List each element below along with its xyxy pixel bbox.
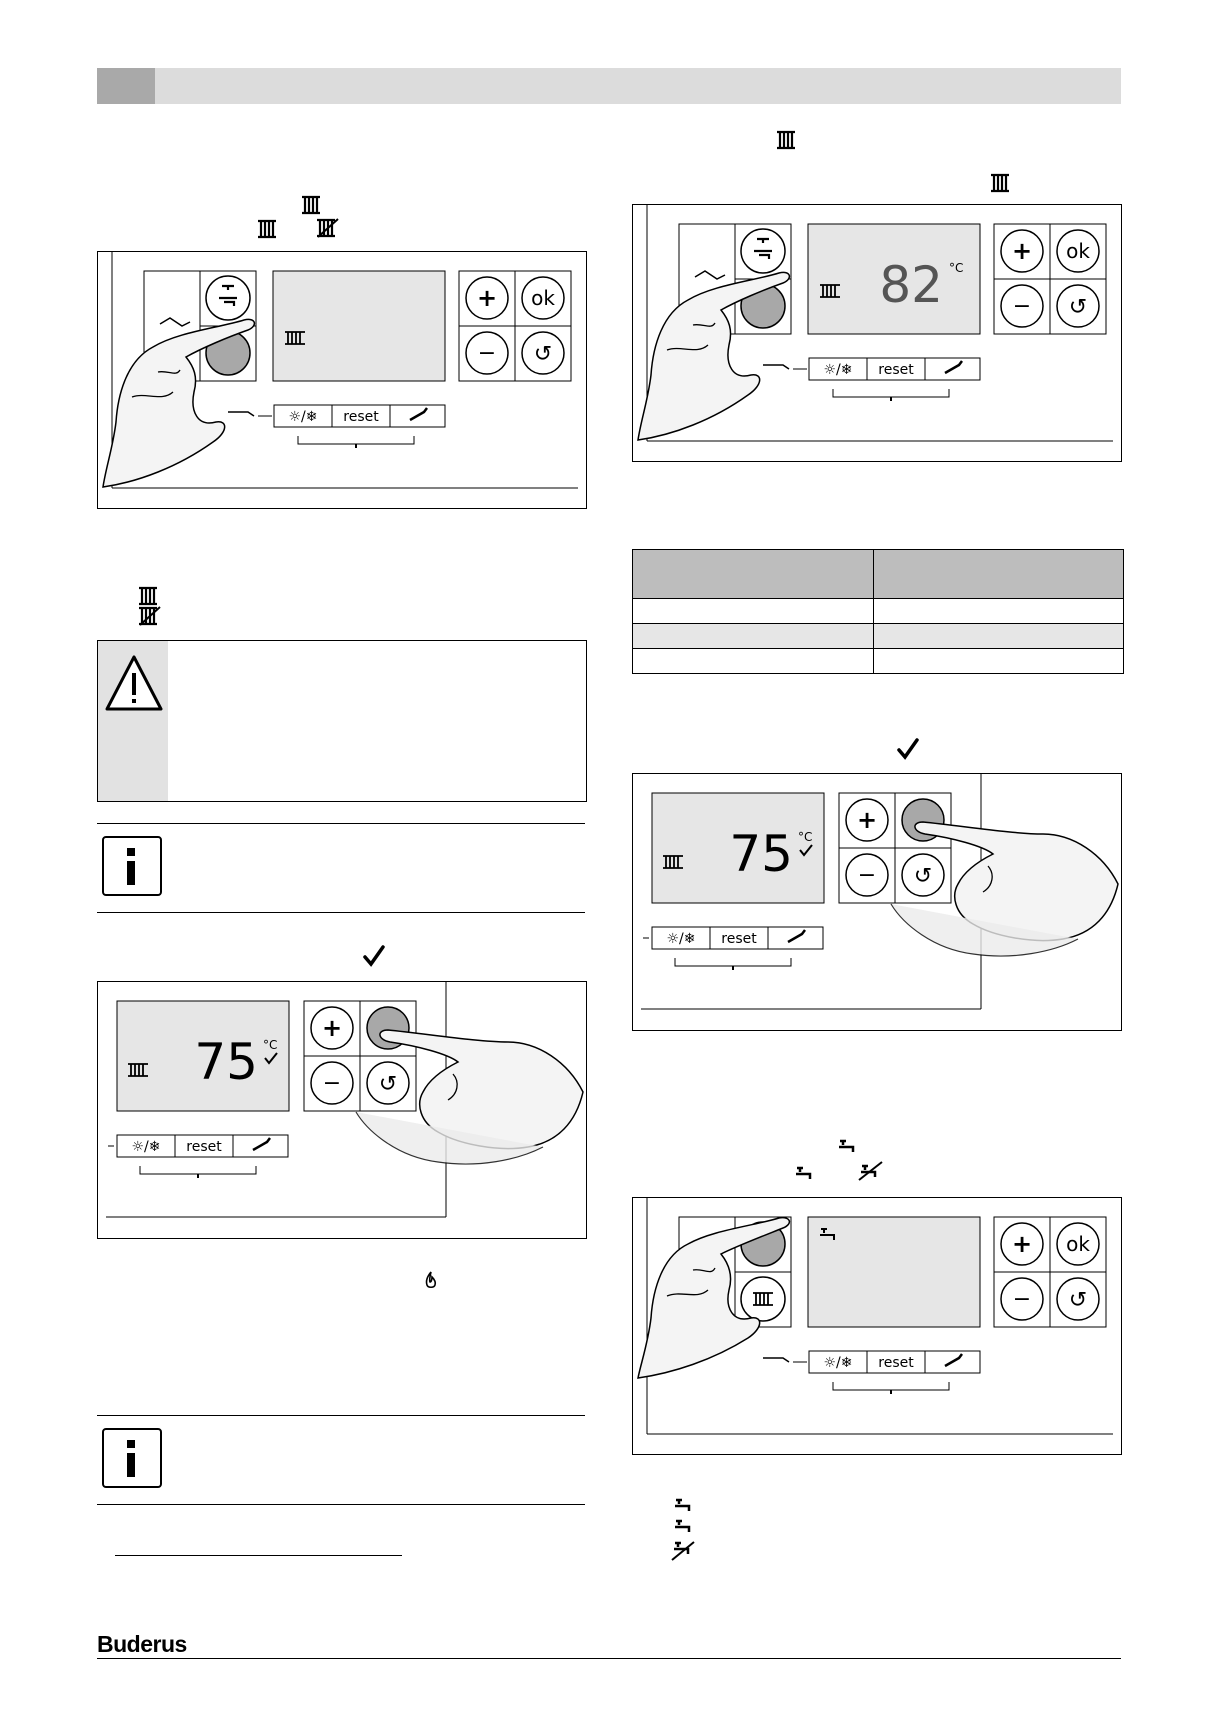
radiator-icon	[775, 130, 797, 150]
note-rule-bottom	[97, 1504, 585, 1505]
svg-text:reset: reset	[878, 362, 914, 378]
svg-text:−: −	[1012, 294, 1032, 319]
radiator-icon	[300, 195, 322, 215]
tap-icon	[672, 1497, 696, 1517]
lcd-temp: 75	[194, 1033, 258, 1091]
check-icon	[362, 944, 386, 968]
figure-confirm-ok-left	[97, 981, 587, 1239]
brand-logo: Buderus	[97, 1631, 187, 1657]
control-panel-illustration	[98, 982, 586, 1238]
lcd-unit: °C	[798, 830, 813, 844]
footnote-rule	[115, 1555, 402, 1556]
svg-text:+: +	[1011, 237, 1033, 265]
back-key: ↺	[533, 342, 553, 367]
table-cell	[633, 624, 874, 649]
tap-icon	[672, 1518, 696, 1538]
tap-icon	[836, 1137, 862, 1159]
svg-text:−: −	[857, 863, 877, 888]
svg-text:−: −	[1012, 1287, 1032, 1312]
table-header-cell	[874, 550, 1124, 599]
figure-heating-button	[97, 251, 587, 509]
warning-triangle-icon	[103, 653, 165, 715]
flame-icon	[424, 1270, 438, 1290]
tap-icon	[793, 1160, 819, 1182]
data-table	[632, 549, 1124, 674]
table-cell	[874, 599, 1124, 624]
svg-text:↺: ↺	[378, 1072, 398, 1097]
svg-text:☼/❄: ☼/❄	[823, 1355, 853, 1371]
table-cell	[874, 624, 1124, 649]
svg-text:ok: ok	[1066, 239, 1090, 263]
check-icon	[896, 737, 920, 761]
ok-key: ok	[531, 286, 555, 310]
svg-text:☼/❄: ☼/❄	[823, 362, 853, 378]
control-panel-illustration	[633, 774, 1121, 1030]
radiator-icon	[137, 586, 159, 606]
table-row	[633, 624, 1124, 649]
note-rule-top	[97, 823, 585, 824]
lcd-unit: °C	[263, 1038, 278, 1052]
table-cell	[633, 599, 874, 624]
tap-off-icon	[856, 1158, 886, 1182]
svg-text:reset: reset	[878, 1355, 914, 1371]
header-bar	[97, 68, 1121, 104]
note-rule-top	[97, 1415, 585, 1416]
svg-text:+: +	[1011, 1230, 1033, 1258]
svg-text:ok: ok	[1066, 1232, 1090, 1256]
table-row	[633, 599, 1124, 624]
warning-box	[97, 640, 587, 802]
svg-text:↺: ↺	[1068, 295, 1088, 320]
radiator-icon	[256, 219, 278, 239]
svg-text:+: +	[856, 806, 878, 834]
svg-text:reset: reset	[721, 931, 757, 947]
control-panel-illustration	[98, 252, 586, 508]
table-header-row	[633, 550, 1124, 599]
radiator-off-icon	[314, 217, 340, 239]
note-rule-bottom	[97, 912, 585, 913]
svg-text:☼/❄: ☼/❄	[288, 409, 318, 425]
svg-text:☼/❄: ☼/❄	[666, 931, 696, 947]
lcd-unit: °C	[949, 261, 964, 275]
control-panel-illustration	[633, 1198, 1121, 1454]
table-cell	[633, 649, 874, 674]
lcd-temp: 75	[729, 825, 793, 883]
figure-confirm-ok-right	[632, 773, 1122, 1031]
svg-text:↺: ↺	[913, 864, 933, 889]
svg-text:↺: ↺	[1068, 1288, 1088, 1313]
radiator-off-icon	[136, 605, 162, 627]
figure-heating-temp	[632, 204, 1122, 462]
info-icon	[102, 836, 162, 896]
plus-key: +	[476, 284, 498, 312]
radiator-icon	[989, 173, 1011, 193]
control-panel-illustration	[633, 205, 1121, 461]
svg-text:−: −	[322, 1071, 342, 1096]
table-row	[633, 649, 1124, 674]
tap-off-icon	[670, 1540, 698, 1562]
svg-text:reset: reset	[343, 409, 379, 425]
table-header-cell	[633, 550, 874, 599]
lcd-temp: 82	[879, 256, 943, 314]
figure-hot-water-button	[632, 1197, 1122, 1455]
svg-text:☼/❄: ☼/❄	[131, 1139, 161, 1155]
info-icon	[102, 1428, 162, 1488]
header-tab	[97, 68, 155, 104]
table-cell	[874, 649, 1124, 674]
minus-key: −	[477, 341, 497, 366]
svg-text:reset: reset	[186, 1139, 222, 1155]
svg-text:+: +	[321, 1014, 343, 1042]
footer-rule	[97, 1658, 1121, 1659]
